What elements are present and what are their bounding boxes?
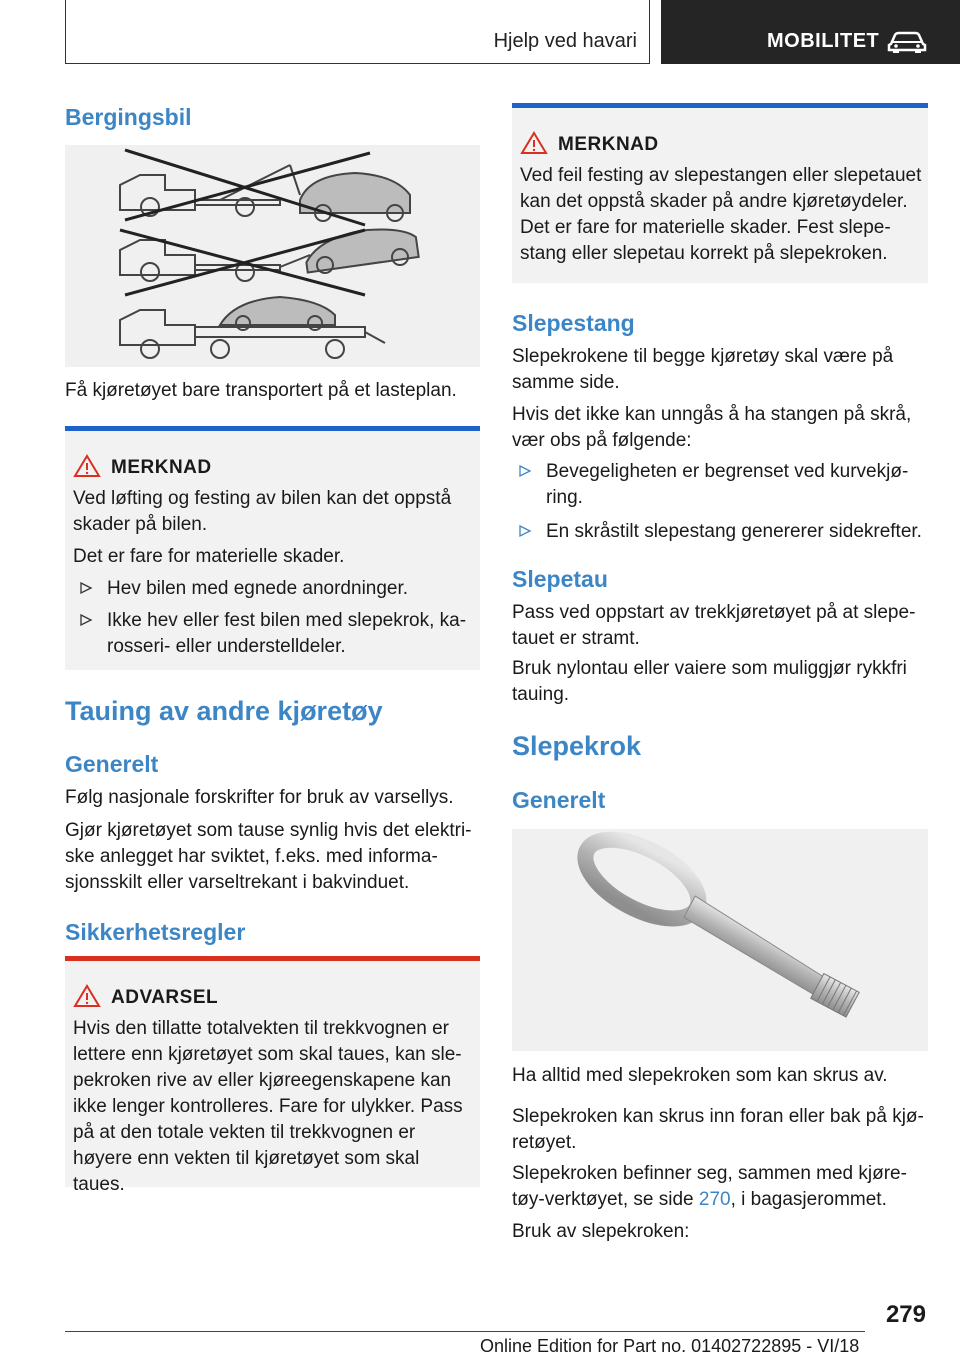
note-bullet-text: Ikke hev eller fest bilen med slepekrok, karosseri- eller understelldeler. bbox=[107, 610, 467, 657]
slepetau-heading: Slepetau bbox=[512, 566, 608, 592]
bergingsbil-heading: Bergingsbil bbox=[65, 104, 192, 130]
warning-heading: ADVARSEL bbox=[111, 987, 219, 1008]
page-number: 279 bbox=[885, 1301, 926, 1328]
slepetau-paragraph: Pass ved oppstart av trekkjøretøyet på at slepetauet er stramt. bbox=[512, 602, 916, 649]
note-box-towbar bbox=[512, 103, 928, 283]
slepekrok-paragraph: Bruk av slepekroken: bbox=[512, 1221, 690, 1242]
header-section-title: Hjelp ved havari bbox=[493, 30, 637, 52]
tow-truck-drawing bbox=[65, 145, 480, 367]
warning-box bbox=[65, 956, 480, 1195]
note-bar bbox=[65, 426, 480, 431]
warning-triangle-icon bbox=[520, 131, 548, 155]
note-bar bbox=[512, 103, 928, 108]
slepetau-paragraph: Bruk nylontau eller vaiere som muliggjør rykkfri tauing. bbox=[512, 658, 907, 705]
slepestang-bullets bbox=[512, 459, 928, 545]
slepestang-bullet bbox=[512, 459, 928, 511]
slepekrok-generelt-heading: Generelt bbox=[512, 787, 606, 813]
bullet-triangle-icon bbox=[79, 581, 93, 595]
slepestang-paragraph: Hvis det ikke kan unngås å ha stangen på skrå, vær obs på følgende: bbox=[512, 404, 912, 451]
note-heading: MERKNAD bbox=[111, 457, 212, 478]
note-paragraph: Det er fare for materielle skader. bbox=[73, 546, 345, 567]
slepestang-bullet-text: En skråstilt slepestang genererer sidekrefter. bbox=[546, 521, 922, 542]
note-heading: MERKNAD bbox=[558, 134, 659, 155]
note-body bbox=[73, 486, 474, 660]
warning-bar bbox=[65, 956, 480, 961]
note-bullet-text: Hev bilen med egnede anordninger. bbox=[107, 578, 409, 599]
slepestang-bullet-text: Bevegeligheten er begrenset ved kurvekjøring. bbox=[546, 461, 909, 508]
bergingsbil-caption: Få kjøretøyet bare transportert på et lasteplan. bbox=[65, 380, 457, 401]
bullet-triangle-icon bbox=[518, 464, 532, 478]
header-chapter-tab bbox=[661, 0, 960, 64]
tow-hook-drawing bbox=[512, 829, 928, 1051]
note-bullet bbox=[73, 608, 474, 660]
header-section-box bbox=[65, 0, 650, 64]
slepekrok-paragraph bbox=[512, 1161, 928, 1213]
footer-divider bbox=[65, 1331, 865, 1332]
generelt-paragraph: Følg nasjonale forskrifter for bruk av varsellys. bbox=[65, 787, 454, 808]
slepestang-bullet bbox=[512, 519, 928, 545]
slepekrok-paragraph: Slepekroken kan skrus inn foran eller bak på kjøretøyet. bbox=[512, 1106, 924, 1153]
note-bullet bbox=[73, 576, 474, 602]
tow-hook-illustration bbox=[512, 829, 928, 1051]
warning-triangle-icon bbox=[73, 984, 101, 1008]
slepestang-heading: Slepestang bbox=[512, 310, 635, 336]
slepestang-paragraph: Slepekrokene til begge kjøretøy skal være på samme side. bbox=[512, 346, 894, 393]
tauing-heading: Tauing av andre kjøretøy bbox=[65, 696, 383, 726]
generelt-heading: Generelt bbox=[65, 751, 159, 777]
page-reference-link[interactable]: 270 bbox=[698, 1189, 731, 1210]
note-text: Ved feil festing av slepestangen eller slepetauet kan det oppstå skader på andre kjøretøydeler. Det er fare for materielle skader. Fest slepestang eller slepetau korrekt på slepekroken. bbox=[520, 165, 922, 264]
bullet-triangle-icon bbox=[518, 524, 532, 538]
sikkerhet-heading: Sikkerhetsregler bbox=[65, 919, 246, 945]
slepekrok-paragraph-text: Slepekroken befinner seg, sammen med kjøretøy-verktøyet, se side bbox=[512, 1163, 907, 1210]
note-box-lifting bbox=[65, 426, 480, 670]
bullet-triangle-icon bbox=[79, 613, 93, 627]
slepekrok-caption: Ha alltid med slepekroken som kan skrus av. bbox=[512, 1065, 888, 1086]
note-paragraph: Ved løfting og festing av bilen kan det oppstå skader på bilen. bbox=[73, 488, 452, 535]
header-chapter-label: MOBILITET bbox=[767, 30, 880, 52]
generelt-paragraph: Gjør kjøretøyet som tause synlig hvis det elektriske anlegget har sviktet, f.eks. med informasjonsskilt eller varseltrekant i bakvinduet. bbox=[65, 820, 472, 893]
slepekrok-heading: Slepekrok bbox=[512, 731, 642, 761]
warning-text: Hvis den tillatte totalvekten til trekkvognen er lettere enn kjøretøyet som skal taues, kan slepekroken rive av eller kjøreegenskapene kan ikke lenger kontrolleres. Fare for ulykker. Pass på at den totale vekten til trekkvognen er høyere enn vekten til kjøretøyet som skal taues. bbox=[73, 1018, 463, 1195]
footer-edition: Online Edition for Part no. 01402722895 - VI/18 bbox=[480, 1336, 860, 1356]
car-icon bbox=[887, 30, 927, 54]
tow-truck-illustration bbox=[65, 145, 480, 367]
warning-triangle-icon bbox=[73, 454, 101, 478]
slepekrok-paragraph-text: , i bagasjerommet. bbox=[730, 1189, 887, 1210]
